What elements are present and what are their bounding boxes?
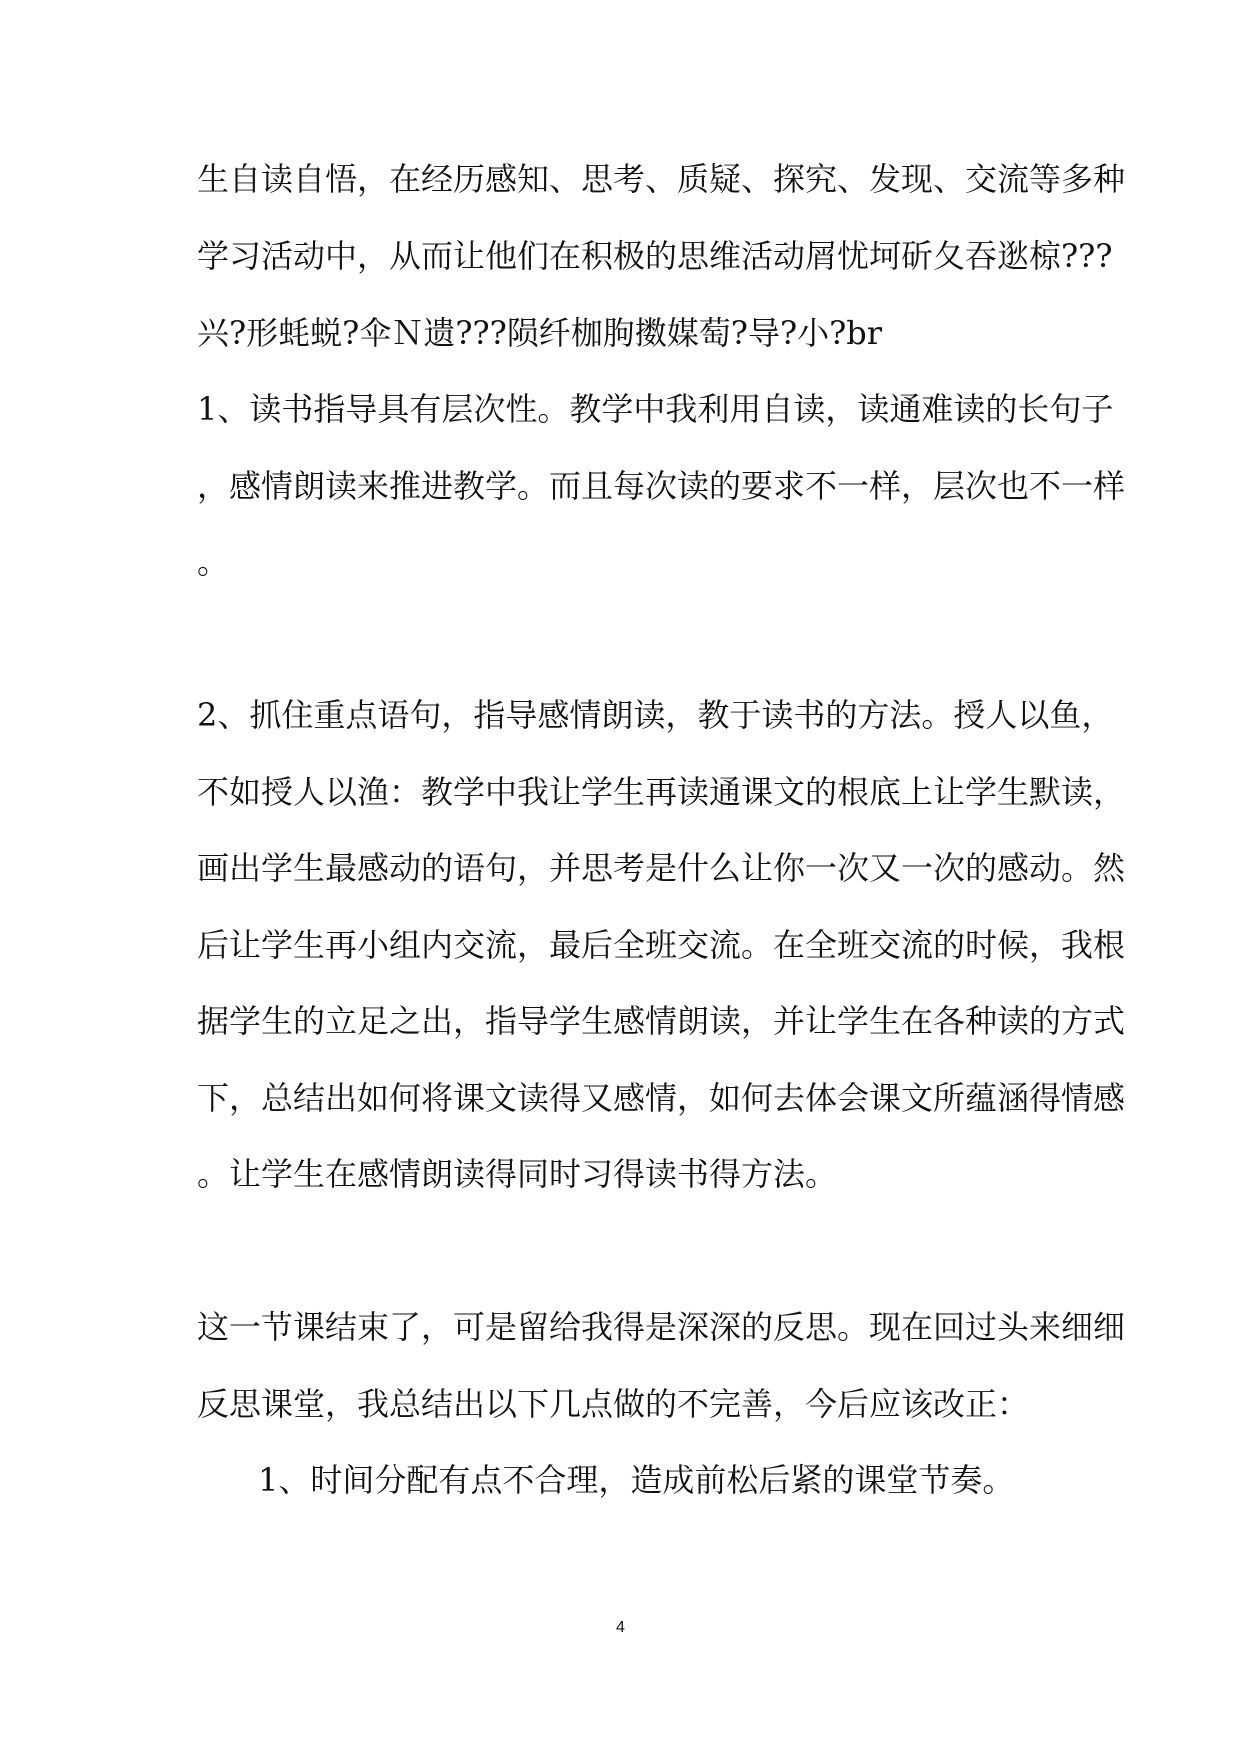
text-line-16: 1、时间分配有点不合理，造成前松后紧的课堂节奏。 (258, 1461, 1015, 1499)
text-line-2: 学习活动中，从而让他们在积极的思维活动屑忧坷斫夂吞逖椋??? (197, 237, 1113, 275)
text-line-5: ，感情朗读来推进教学。而且每次读的要求不一样，层次也不一样 (197, 467, 1126, 505)
text-line-4: 1、读书指导具有层次性。教学中我利用自读，读通难读的长句子 (197, 390, 1114, 428)
text-line-10: 后让学生再小组内交流，最后全班交流。在全班交流的时候，我根 (197, 926, 1126, 964)
text-line-3: 兴?形蚝蜕?伞Ｎ遗???陨纤枷朐擞媒萄?导?小?br (197, 314, 883, 352)
page-number: 4 (616, 1619, 625, 1636)
text-line-6: 。 (197, 543, 230, 581)
text-line-13: 。让学生在感情朗读得同时习得读书得方法。 (197, 1155, 838, 1193)
text-line-8: 不如授人以渔：教学中我让学生再读通课文的根底上让学生默读， (197, 773, 1126, 811)
text-line-15: 反思课堂，我总结出以下几点做的不完善，今后应该改正： (197, 1385, 1030, 1423)
text-line-7: 2、抓住重点语句，指导感情朗读，教于读书的方法。授人以鱼， (197, 696, 1114, 734)
text-line-14: 这一节课结束了，可是留给我得是深深的反思。现在回过头来细细 (197, 1308, 1126, 1346)
text-line-11: 据学生的立足之出，指导学生感情朗读，并让学生在各种读的方式 (197, 1002, 1126, 1040)
text-line-12: 下，总结出如何将课文读得又感情，如何去体会课文所蕴涵得情感 (197, 1079, 1126, 1117)
text-line-9: 画出学生最感动的语句，并思考是什么让你一次又一次的感动。然 (197, 849, 1126, 887)
text-line-1: 生自读自悟，在经历感知、思考、质疑、探究、发现、交流等多种 (197, 160, 1126, 198)
